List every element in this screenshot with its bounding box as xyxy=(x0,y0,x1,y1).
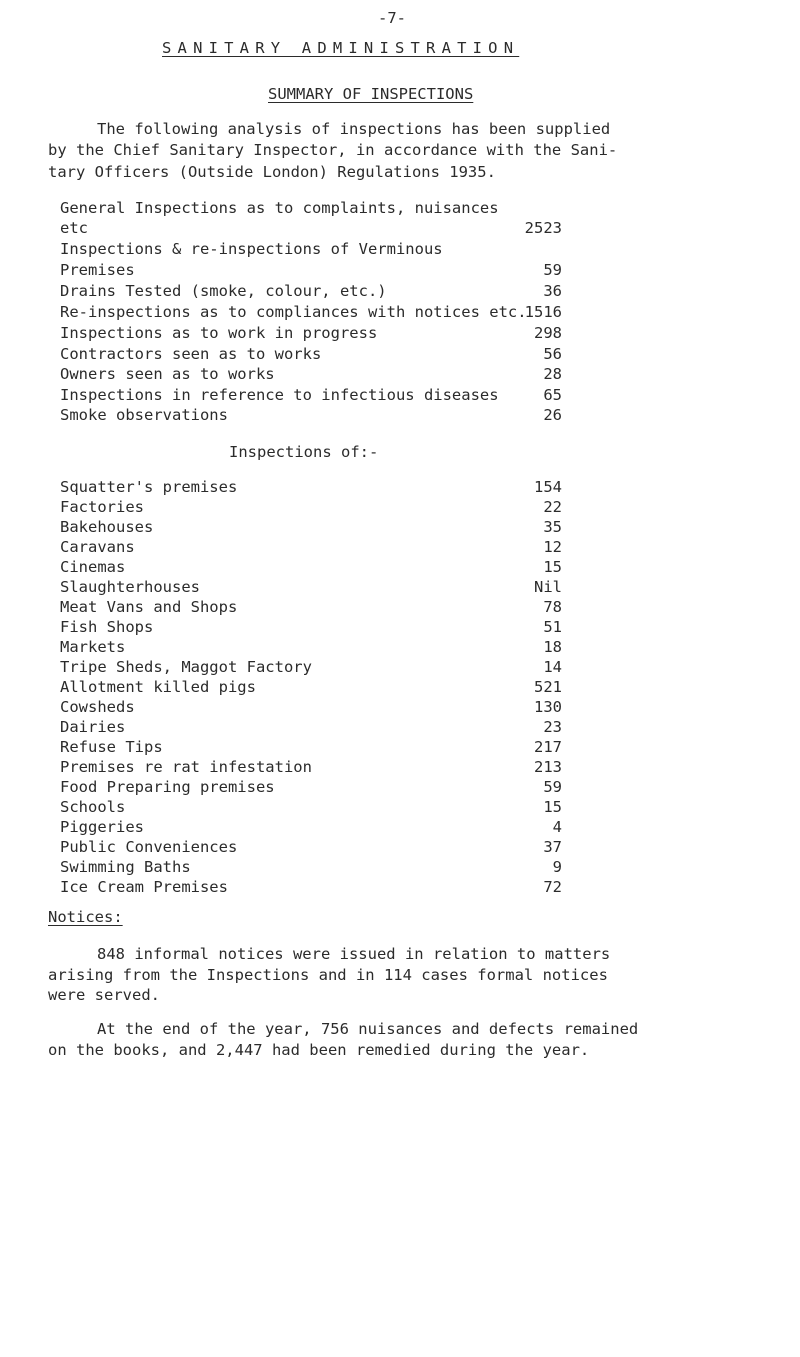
inspection-label: Refuse Tips xyxy=(60,738,163,756)
inspection-value: 217 xyxy=(534,738,562,756)
inspection-label: Squatter's premises xyxy=(60,478,238,496)
inspection-value: 59 xyxy=(543,778,562,796)
general-item-label: Contractors seen as to works xyxy=(60,345,322,363)
intro-line: tary Officers (Outside London) Regulations 1935. xyxy=(48,163,496,181)
inspection-label: Cinemas xyxy=(60,558,126,576)
inspection-value: 4 xyxy=(552,818,562,836)
general-item-label: Inspections as to work in progress xyxy=(60,324,378,342)
inspection-label: Swimming Baths xyxy=(60,858,191,876)
inspection-label: Food Preparing premises xyxy=(60,778,275,796)
section-title: SANITARY ADMINISTRATION xyxy=(162,39,520,57)
summary-title: SUMMARY OF INSPECTIONS xyxy=(268,85,474,103)
inspection-label: Fish Shops xyxy=(60,618,154,636)
general-item-label: Inspections & re-inspections of Verminous xyxy=(60,240,443,258)
inspection-value: 35 xyxy=(543,518,562,536)
general-item-value: 65 xyxy=(543,386,562,404)
inspection-value: 72 xyxy=(543,878,562,896)
intro-line: by the Chief Sanitary Inspector, in accordance with the Sani- xyxy=(48,141,618,159)
inspection-label: Factories xyxy=(60,498,144,516)
inspection-value: Nil xyxy=(534,578,562,596)
notices-line: were served. xyxy=(48,986,160,1004)
general-item-label: Premises xyxy=(60,261,135,279)
general-item-value: 36 xyxy=(543,282,562,300)
inspection-value: 23 xyxy=(543,718,562,736)
general-item-label: Drains Tested (smoke, colour, etc.) xyxy=(60,282,387,300)
inspection-label: Cowsheds xyxy=(60,698,135,716)
inspection-value: 15 xyxy=(543,798,562,816)
final-line: At the end of the year, 756 nuisances and defects remained xyxy=(97,1020,639,1038)
notices-heading: Notices: xyxy=(48,908,123,926)
inspection-label: Markets xyxy=(60,638,126,656)
inspection-label: Piggeries xyxy=(60,818,144,836)
general-item-value: 1516 xyxy=(524,303,562,321)
inspection-value: 521 xyxy=(534,678,562,696)
general-item-value: 28 xyxy=(543,365,562,383)
inspection-value: 18 xyxy=(543,638,562,656)
general-item-label: etc xyxy=(60,219,88,237)
inspection-value: 9 xyxy=(552,858,562,876)
notices-line: arising from the Inspections and in 114 cases formal notices xyxy=(48,966,608,984)
general-item-label: Smoke observations xyxy=(60,406,228,424)
final-line: on the books, and 2,447 had been remedied during the year. xyxy=(48,1041,590,1059)
inspection-value: 12 xyxy=(543,538,562,556)
inspection-label: Slaughterhouses xyxy=(60,578,200,596)
inspection-value: 15 xyxy=(543,558,562,576)
notices-line: 848 informal notices were issued in relation to matters xyxy=(97,945,611,963)
inspection-value: 37 xyxy=(543,838,562,856)
inspection-label: Schools xyxy=(60,798,126,816)
inspection-value: 51 xyxy=(543,618,562,636)
general-item-value: 298 xyxy=(534,324,562,342)
inspections-of-heading: Inspections of:- xyxy=(229,443,379,461)
inspection-value: 14 xyxy=(543,658,562,676)
inspection-label: Meat Vans and Shops xyxy=(60,598,238,616)
inspection-label: Premises re rat infestation xyxy=(60,758,312,776)
inspection-label: Caravans xyxy=(60,538,135,556)
inspection-value: 78 xyxy=(543,598,562,616)
inspection-label: Bakehouses xyxy=(60,518,154,536)
inspection-label: Tripe Sheds, Maggot Factory xyxy=(60,658,312,676)
general-item-label: Inspections in reference to infectious diseases xyxy=(60,386,499,404)
inspection-label: Ice Cream Premises xyxy=(60,878,228,896)
intro-line: The following analysis of inspections has been supplied xyxy=(97,120,611,138)
general-item-value: 2523 xyxy=(524,219,562,237)
general-item-label: Owners seen as to works xyxy=(60,365,275,383)
general-item-value: 59 xyxy=(543,261,562,279)
page-number: -7- xyxy=(378,9,406,27)
inspection-value: 154 xyxy=(534,478,562,496)
inspection-label: Allotment killed pigs xyxy=(60,678,256,696)
general-item-label: General Inspections as to complaints, nuisances xyxy=(60,199,499,217)
inspection-label: Public Conveniences xyxy=(60,838,238,856)
inspection-value: 130 xyxy=(534,698,562,716)
inspection-value: 22 xyxy=(543,498,562,516)
inspection-value: 213 xyxy=(534,758,562,776)
general-item-label: Re-inspections as to compliances with notices etc. xyxy=(60,303,527,321)
general-item-value: 26 xyxy=(543,406,562,424)
general-item-value: 56 xyxy=(543,345,562,363)
inspection-label: Dairies xyxy=(60,718,126,736)
